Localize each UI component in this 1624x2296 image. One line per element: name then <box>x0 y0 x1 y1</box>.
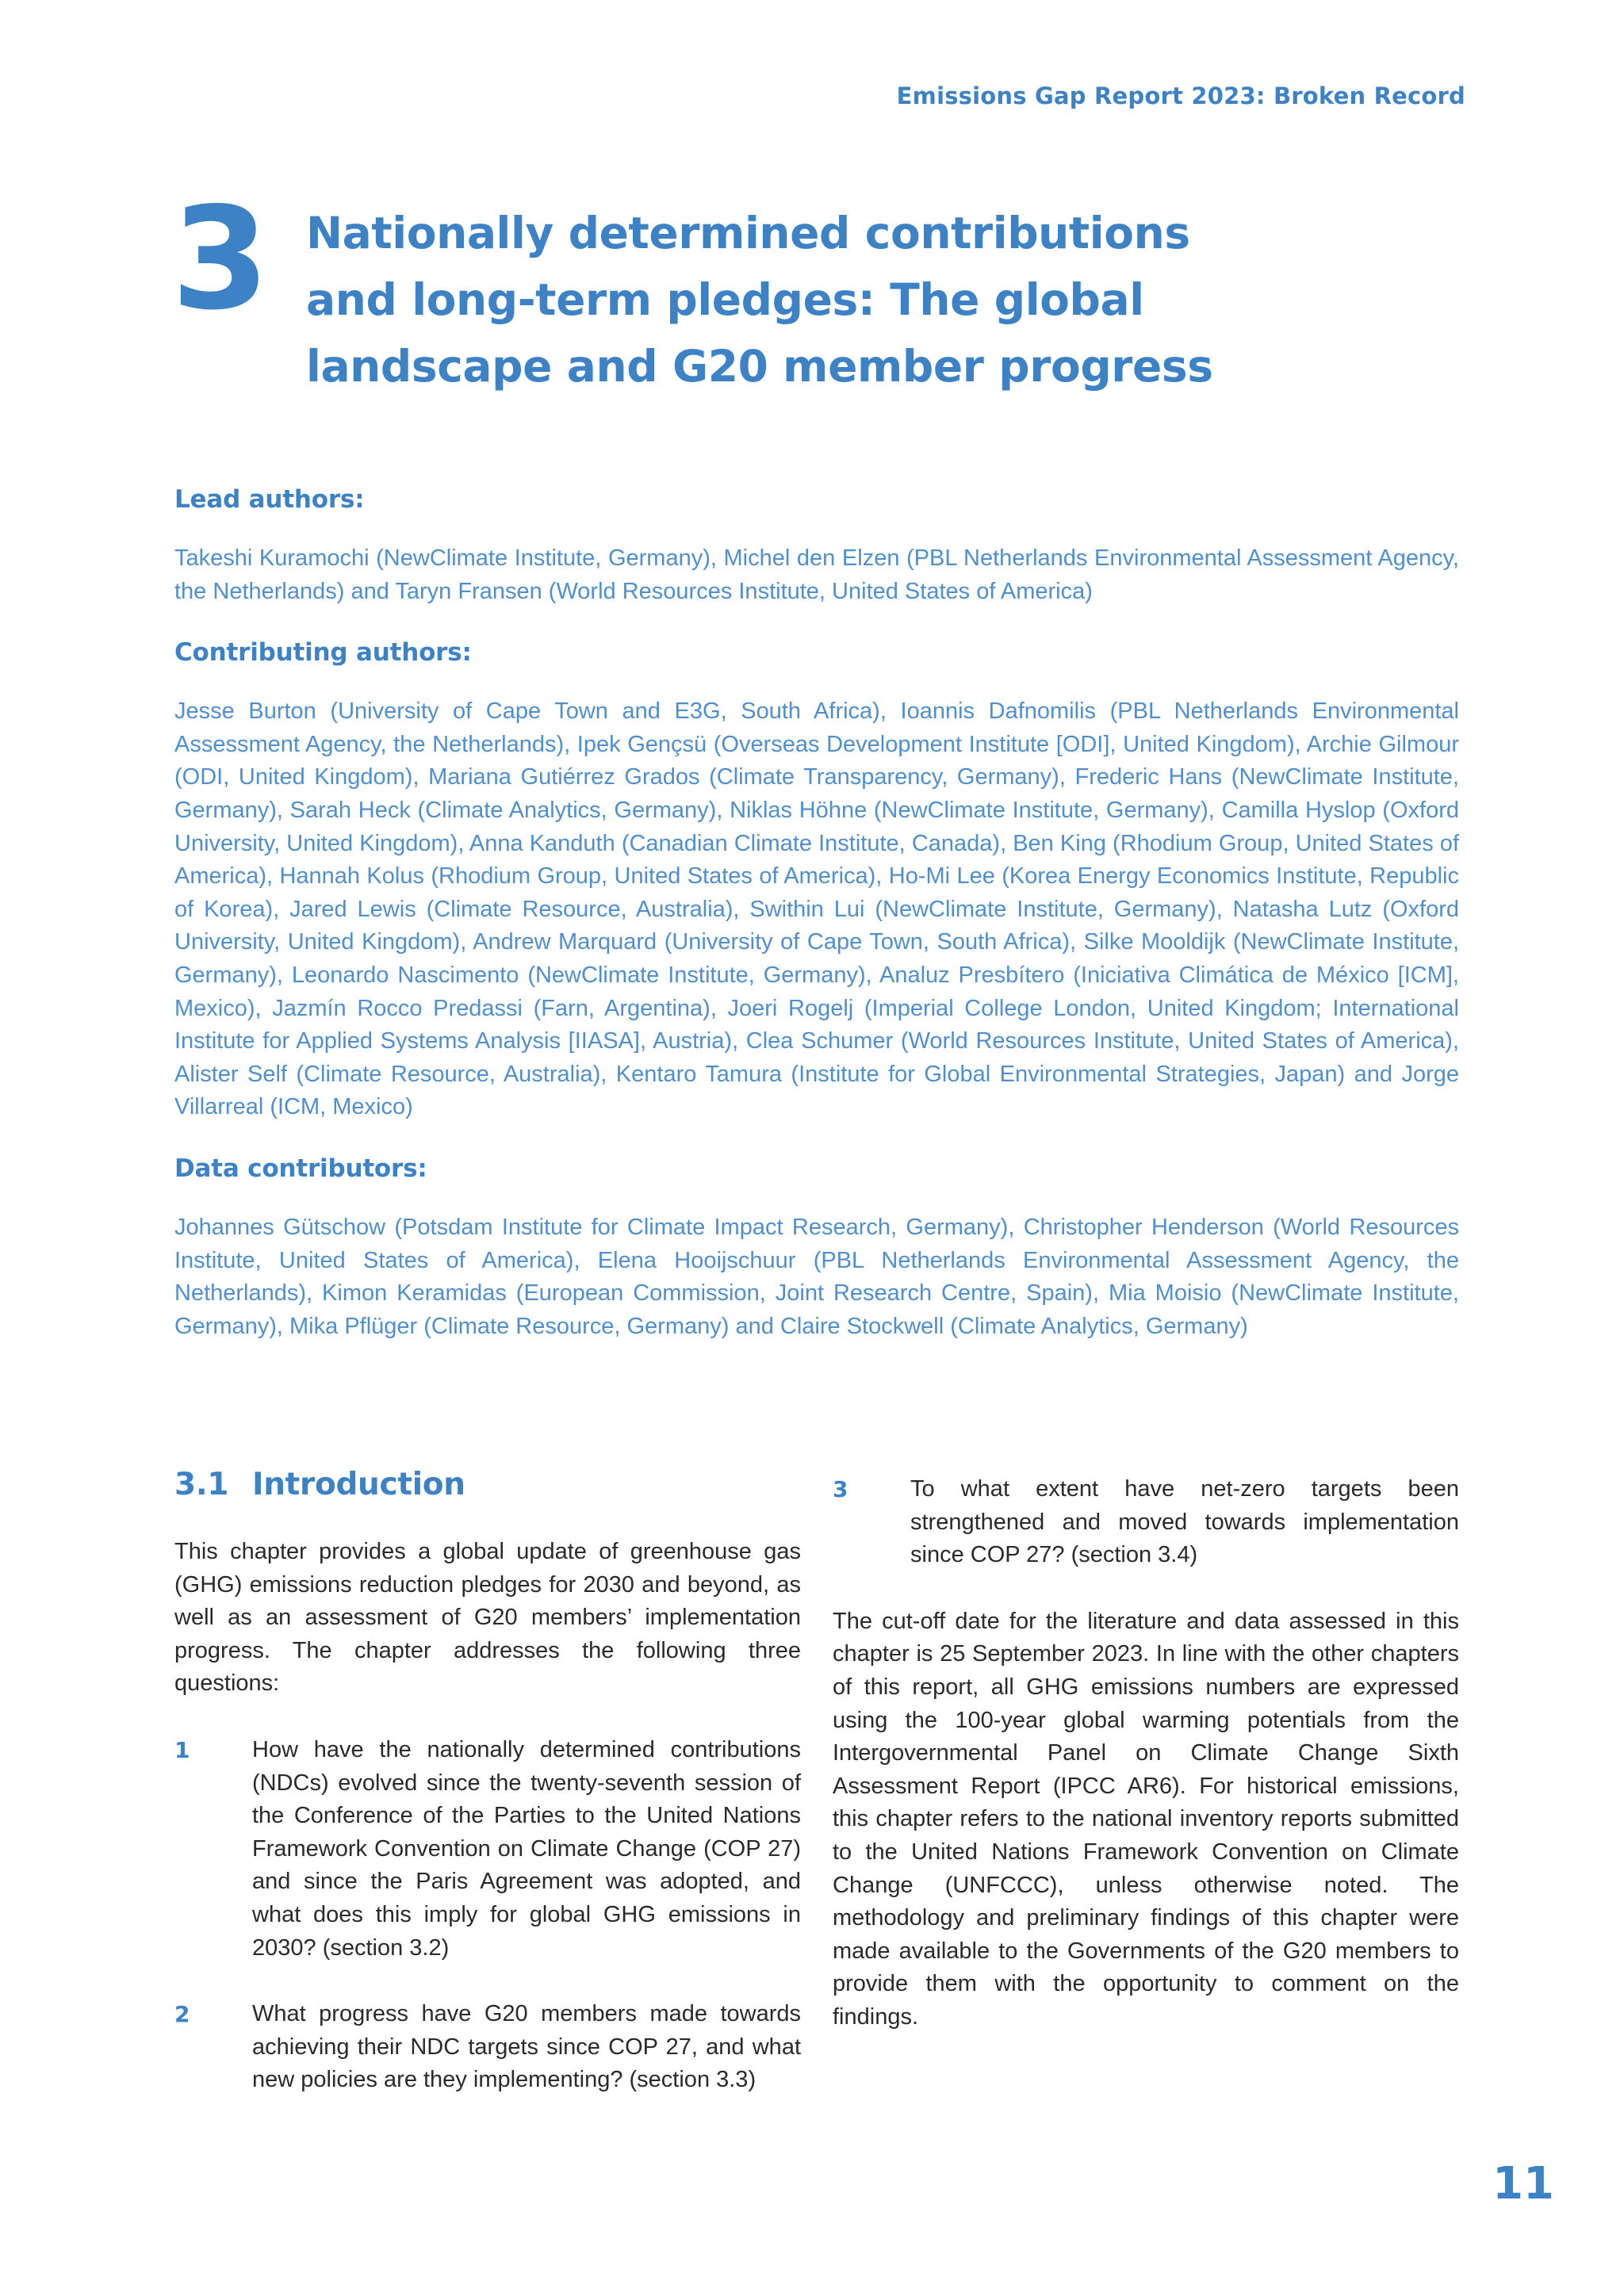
data-contributors-heading: Data contributors: <box>174 1154 427 1183</box>
question-number: 2 <box>174 2001 190 2028</box>
intro-paragraph: This chapter provides a global update of greenhouse gas (GHG) emissions reduction pledges for 2030 and beyond, as well as an assessment of G20 members’ implementation progress. The chapter addresses the following three questions: <box>174 1539 801 1697</box>
lead-authors-text: Takeshi Kuramochi (NewClimate Institute, Germany), Michel den Elzen (PBL Netherlands Environmental Assessment Agency, the Netherlands) and Taryn Fransen (World Resources Institute, United States of America) <box>174 545 1459 604</box>
right-column <box>833 1473 1459 2034</box>
contributing-authors-text: Jesse Burton (University of Cape Town and E3G, South Africa), Ioannis Dafnomilis (PBL Netherlands Environmental Assessment Agency, the Netherlands), Ipek Gençsü (Overseas Development Institute [ODI], United Kingdom), Archie Gilmour (ODI, United Kingdom), Mariana Gutiérrez Grados (Climate Transparency, Germany), Frederic Hans (NewClimate Institute, Germany), Sarah Heck (Climate Analytics, Germany), Niklas Höhne (NewClimate Institute, Germany), Camilla Hyslop (Oxford University, United Kingdom), Anna Kanduth (Canadian Climate Institute, Canada), Ben King (Rhodium Group, United States of America), Hannah Kolus (Rhodium Group, United States of America), Ho-Mi Lee (Korea Energy Economics Institute, Republic of Korea), Jared Lewis (Climate Resource, Australia), Swithin Lui (NewClimate Institute, Germany), Natasha Lutz (Oxford University, United Kingdom), Andrew Marquard (University of Cape Town, South Africa), Silke Mooldijk (NewClimate Institute, Germany), Leonardo Nascimento (NewClimate Institute, Germany), Analuz Presbítero (Iniciativa Climática de México [ICM], Mexico), Jazmín Rocco Predassi (Farn, Argentina), Joeri Rogelj (Imperial College London, United Kingdom; International Institute for Applied Systems Analysis [IIASA], Austria), Clea Schumer (World Resources Institute, United States of America), Alister Self (Climate Resource, Australia), Kentaro Tamura (Institute for Global Environmental Strategies, Japan) and Jorge Villarreal (ICM, Mexico) <box>174 698 1459 1120</box>
section-heading <box>174 1467 801 1502</box>
question-number: 3 <box>833 1476 848 1502</box>
question-item-2 <box>174 1998 801 2097</box>
contributing-authors-heading: Contributing authors: <box>174 638 472 668</box>
question-item-1 <box>174 1734 801 1965</box>
authors-block <box>174 485 1459 1373</box>
data-contributors-text: Johannes Gütschow (Potsdam Institute for Climate Impact Research, Germany), Christopher Henderson (World Resources Institute, United States of America), Elena Hooijschuur (PBL Netherlands Environmental Assessment Agency, the Netherlands), Kimon Keramidas (European Commission, Joint Research Centre, Spain), Mia Moisio (NewClimate Institute, Germany), Mika Pflüger (Climate Resource, Germany) and Claire Stockwell (Climate Analytics, Germany) <box>174 1214 1459 1339</box>
section-number: 3.1 <box>174 1467 229 1502</box>
question-number: 1 <box>174 1736 190 1763</box>
chapter-number: 3 <box>171 177 270 341</box>
lead-authors-heading: Lead authors: <box>174 485 365 514</box>
running-header: Emissions Gap Report 2023: Broken Record <box>896 82 1465 109</box>
left-column <box>174 1467 801 2097</box>
question-item-3 <box>833 1473 1459 1572</box>
cutoff-paragraph: The cut-off date for the literature and data assessed in this chapter is 25 September 2023. In line with the other chapters of this report, all GHG emissions numbers are expressed using the 100-year global warming potentials from the Intergovernmental Panel on Climate Change Sixth Assessment Report (IPCC AR6). For historical emissions, this chapter refers to the national inventory reports submitted to the United Nations Framework Convention on Climate Change (UNFCCC), unless otherwise noted. The methodology and preliminary findings of this chapter were made available to the Governments of the G20 members to provide them with the opportunity to comment on the findings. <box>833 1608 1459 2030</box>
page-number: 11 <box>1492 2158 1554 2210</box>
section-title: Introduction <box>252 1467 465 1502</box>
question-text: What progress have G20 members made towards achieving their NDC targets since COP 27, and what new policies are they implementing? (section 3.3) <box>252 2001 801 2093</box>
chapter-title: Nationally determined contributions and long-term pledges: The global landscape and G20 member progress <box>306 208 1213 392</box>
question-text: To what extent have net-zero targets been strengthened and moved towards implementation since COP 27? (section 3.4) <box>910 1476 1459 1568</box>
question-text: How have the nationally determined contributions (NDCs) evolved since the twenty-seventh session of the Conference of the Parties to the United Nations Framework Convention on Climate Change (COP 27) and since the Paris Agreement was adopted, and what does this imply for global GHG emissions in 2030? (section 3.2) <box>252 1736 801 1961</box>
